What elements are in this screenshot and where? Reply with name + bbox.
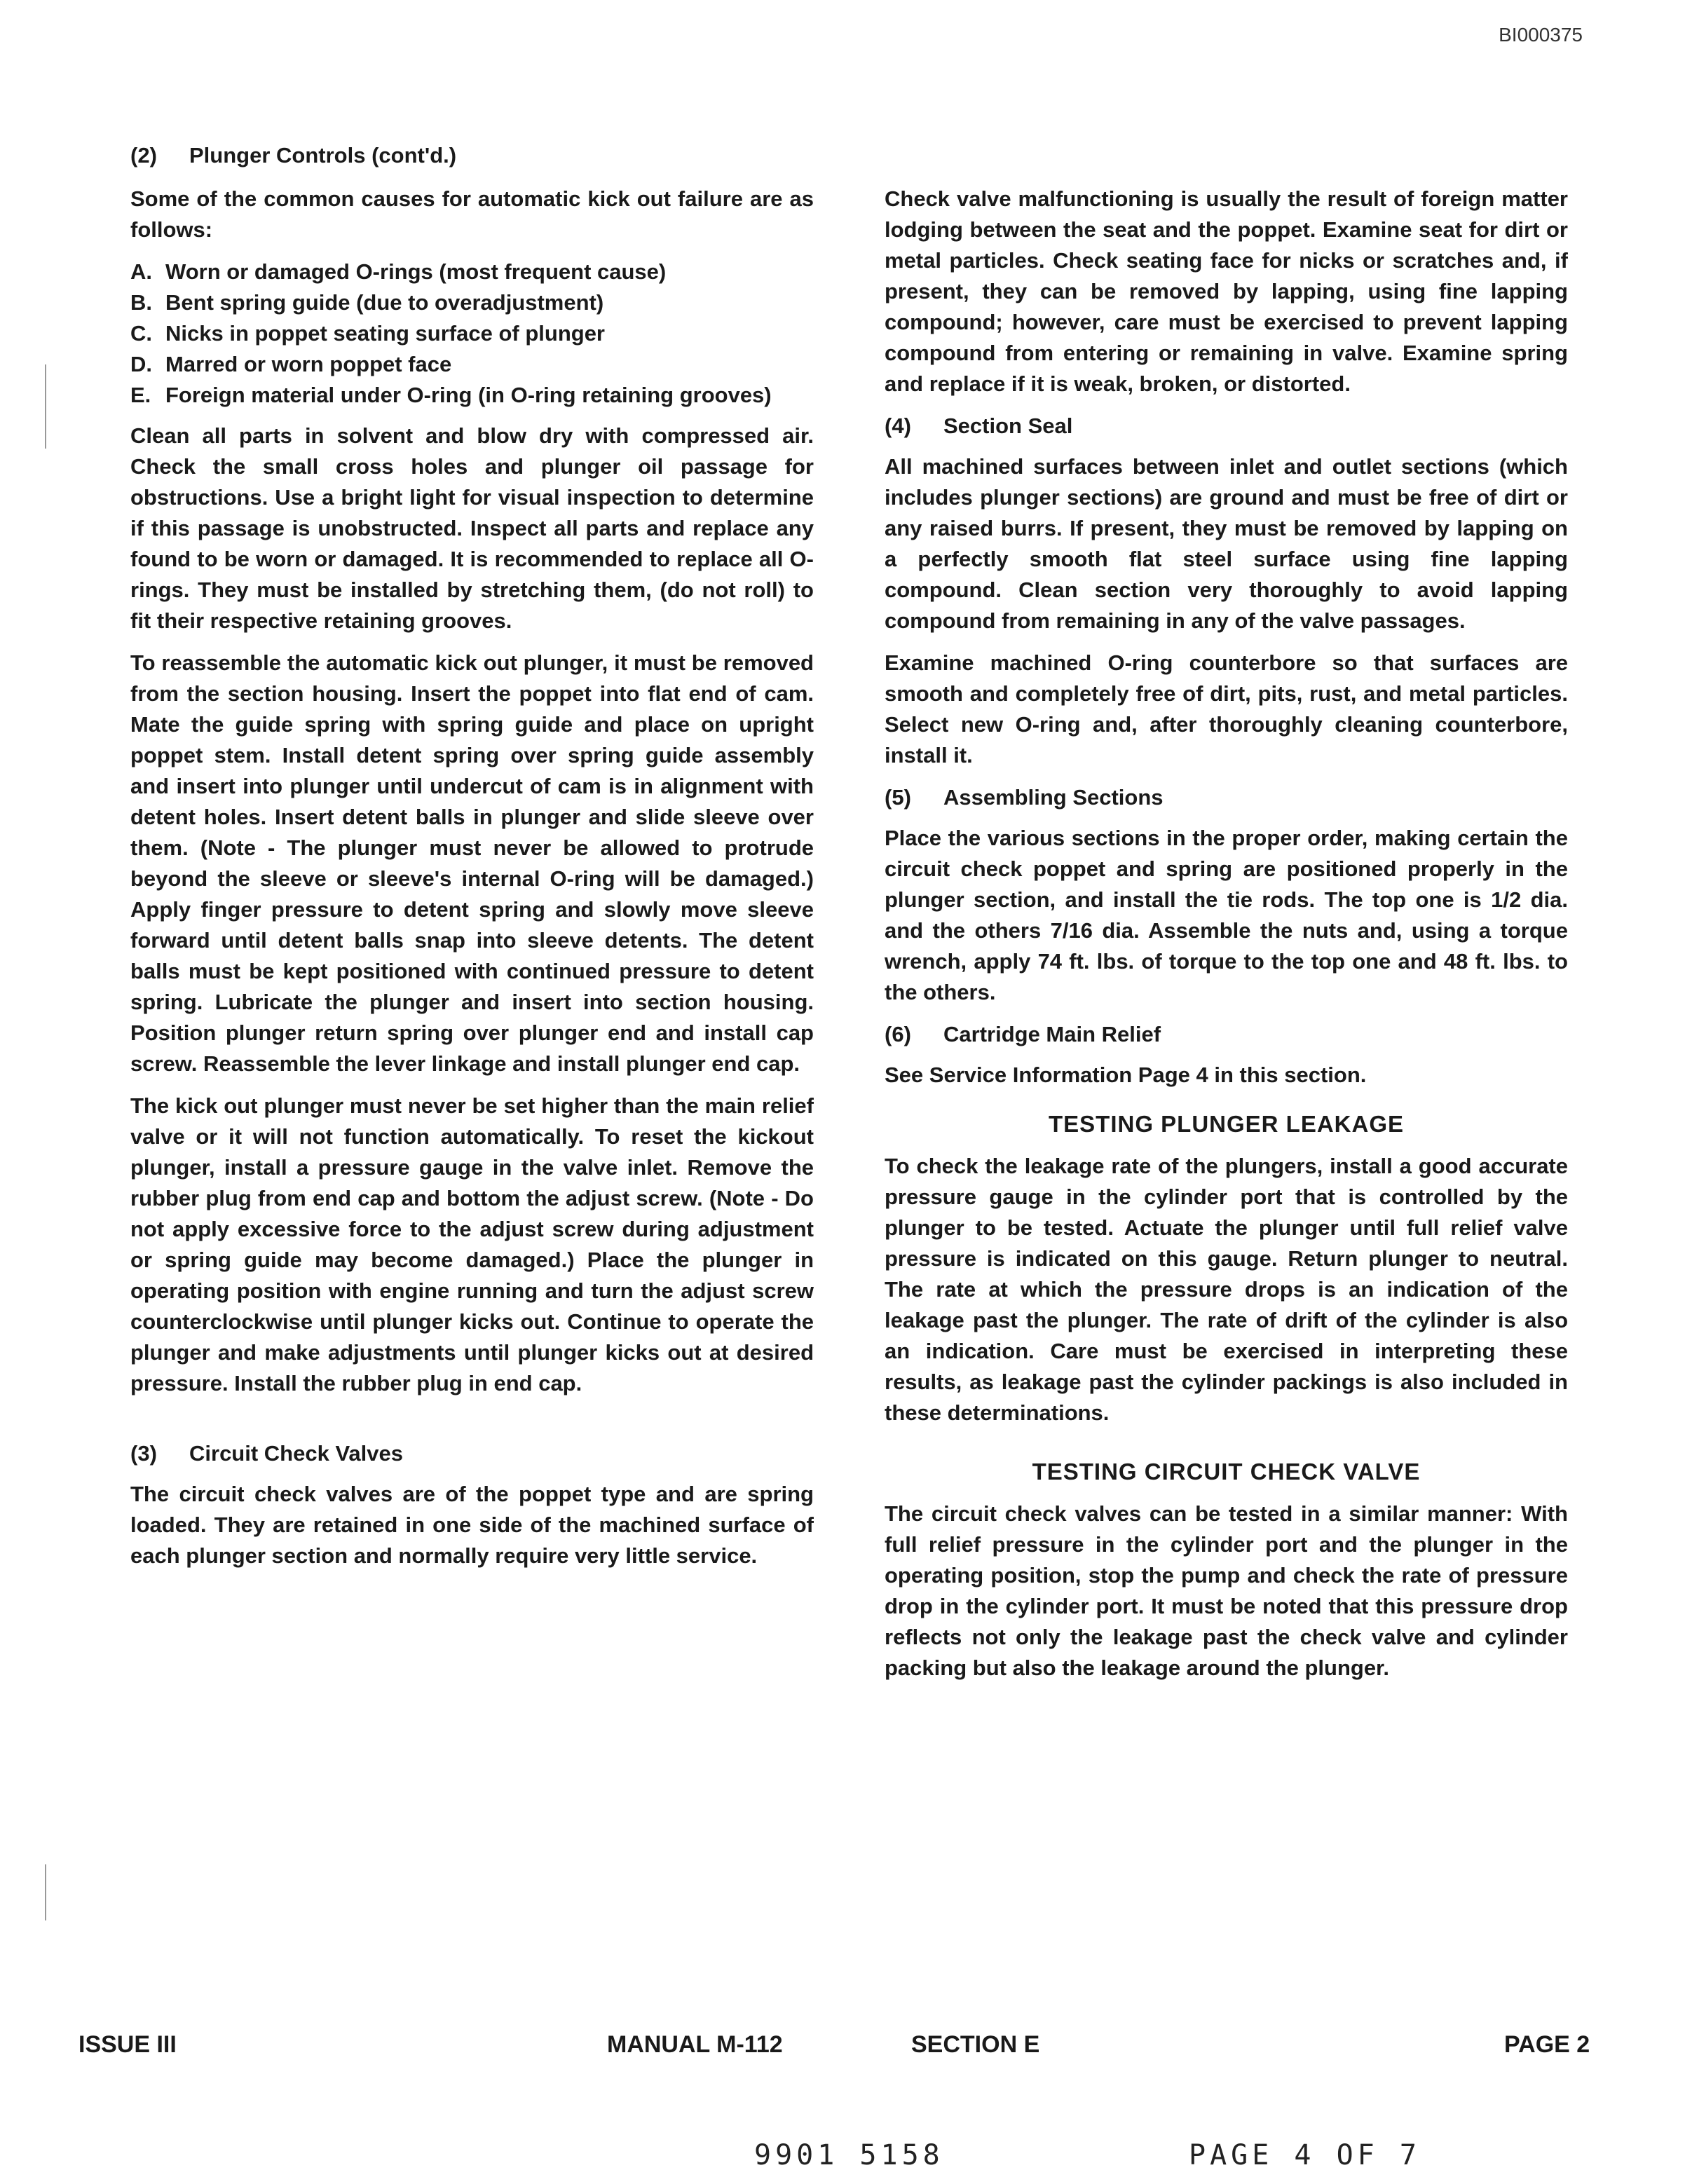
paragraph-relief: See Service Information Page 4 in this section. [885,1063,1367,1087]
paragraph-reassemble: To reassemble the automatic kick out plunger, it must be removed from the section housing. Insert the poppet into flat end of cam. Mate the guide spring with spring guide and place on upright poppet stem. Install detent spring over spring guide assembly and insert into plunger until undercut of cam is in alignment with detent holes. Insert detent balls in plunger and slide sleeve over them. (Note - The plunger must never be allowed to protrude beyond the sleeve or sleeve's internal O-ring will be damaged.) Apply finger pressure to detent spring and slowly move sleeve forward until detent balls snap into sleeve detents. The detent balls must be kept positioned with continued pressure to detent spring. Lubricate the plunger and insert into section housing. Position plunger return spring over plunger end and install cap screw. Reassemble the lever linkage and install plunger end cap. [130,650,814,1076]
paragraph-check-valve: Check valve malfunctioning is usually the result of foreign matter lodging between the seat and the poppet. Examine seat for dirt or metal particles. Check seating face for nicks or scratches and, if present, they can be removed by lapping, using fine lapping compound; however, care must be exercised to prevent lapping compound from entering or remaining in valve. Examine spring and replace if it is weak, broken, or distorted. [885,186,1568,396]
stamp-number: 9901 5158 [754,2139,944,2171]
section-heading-plunger-controls [130,140,814,171]
footer-section: SECTION E [911,2031,1040,2058]
heading-title: Assembling Sections [943,785,1164,810]
list-item [130,257,814,287]
list-letter: D. [130,352,152,376]
list-text: Bent spring guide (due to overadjustment) [165,290,604,315]
heading-title: Circuit Check Valves [189,1441,403,1466]
footer-issue: ISSUE III [79,2031,177,2058]
spacer [130,1410,814,1438]
title-testing-circuit-check-valve: TESTING CIRCUIT CHECK VALVE [1032,1459,1421,1485]
list-item [130,287,814,318]
list-letter: A. [130,259,152,284]
paragraph-seal-2: Examine machined O-ring counterbore so that surfaces are smooth and completely free of dirt, pits, rust, and metal particles. Select new O-ring and, after thoroughly cleaning counterbore, install it. [885,650,1568,767]
paragraph-circuit-test: The circuit check valves can be tested in a similar manner: With full relief pressure in the cylinder port and the plunger in the operating position, stop the pump and check the rate of pressure drop in the cylinder port. It must be noted that this pressure drop reflects not only the leakage past the check valve and cylinder packing but also the leakage around the plunger. [885,1501,1568,1680]
paragraph-seal-1: All machined surfaces between inlet and outlet sections (which includes plunger sections) are ground and must be free of dirt or any raised burrs. If present, they must be removed by lapping on a perfectly smooth flat steel surface using fine lapping compound. Clean section very thoroughly to avoid lapping compound from remaining in any of the valve passages. [885,454,1568,633]
list-item [130,349,814,380]
left-column [130,140,814,1583]
paragraph-kickout: The kick out plunger must never be set higher than the main relief valve or it will not function automatically. To reset the kickout plunger, install a pressure gauge in the valve inlet. Remove the rubber plug from end cap and bottom the adjust screw. (Note - Do not apply excessive force to the adjust screw during adjustment or spring guide may become damaged.) Place the plunger in operating position with engine running and turn the adjust screw counterclockwise until plunger kicks out. Continue to operate the plunger and make adjustments until plunger kicks out at desired pressure. Install the rubber plug in end cap. [130,1093,814,1395]
paragraph-leakage: To check the leakage rate of the plungers, install a good accurate pressure gauge in the cylinder port that is controlled by the plunger to be tested. Actuate the plunger until full relief valve pressure is indicated on this gauge. Return plunger to neutral. The rate at which the pressure drops is an indication of the leakage past the plunger. The rate of drift of the cylinder is also an indication. Care must be exercised in interpreting these results, as leakage past the cylinder packings is also included in these determinations. [885,1154,1568,1425]
list-item [130,380,814,411]
document-id: BI000375 [1499,24,1583,46]
list-letter: E. [130,383,151,407]
list-text: Foreign material under O-ring (in O-ring retaining grooves) [165,383,772,407]
list-text: Nicks in poppet seating surface of plunger [165,321,605,346]
paragraph-assemble: Place the various sections in the proper order, making certain the circuit check poppet and spring are positioned properly in the plunger section, and install the tie rods. The top one is 1/2 dia. and the others 7/16 dia. Assemble the nuts and, using a torque wrench, apply 74 ft. lbs. of torque to the top one and 48 ft. lbs. to the others. [885,826,1568,1004]
paragraph-clean: Clean all parts in solvent and blow dry with compressed air. Check the small cross holes and plunger oil passage for obstructions. Use a bright light for visual inspection to determine if this passage is unobstructed. Inspect all parts and replace any found to be worn or damaged. It is recommended to replace all O-rings. They must be installed by stretching them, (do not roll) to fit their respective retaining grooves. [130,423,814,633]
section-heading-cartridge-main-relief [885,1019,1568,1050]
right-column [885,184,1568,1695]
stamp-page-of: PAGE 4 OF 7 [1189,2139,1421,2171]
list-letter: C. [130,321,152,346]
heading-title: Section Seal [943,414,1073,438]
list-item [130,318,814,349]
margin-mark [45,364,46,449]
heading-number: (4) [885,414,911,438]
margin-mark [45,1864,46,1920]
causes-intro: Some of the common causes for automatic kick out failure are as follows: [130,186,814,242]
heading-number: (3) [130,1441,157,1466]
heading-title: Plunger Controls (cont'd.) [189,143,457,168]
footer-manual: MANUAL M-112 [607,2031,783,2058]
list-text: Worn or damaged O-rings (most frequent cause) [165,259,667,284]
title-testing-plunger-leakage: TESTING PLUNGER LEAKAGE [1048,1111,1405,1137]
footer-page: PAGE 2 [1504,2031,1590,2058]
list-letter: B. [130,290,152,315]
causes-list [130,257,814,411]
list-text: Marred or worn poppet face [165,352,452,376]
paragraph-circuit: The circuit check valves are of the poppet type and are spring loaded. They are retained in one side of the machined surface of each plunger section and normally require very little service. [130,1482,814,1568]
section-heading-assembling-sections [885,782,1568,813]
heading-number: (2) [130,143,157,168]
section-heading-section-seal [885,411,1568,442]
section-heading-circuit-check-valves [130,1438,814,1469]
heading-number: (6) [885,1022,911,1046]
heading-number: (5) [885,785,911,810]
heading-title: Cartridge Main Relief [943,1022,1161,1046]
